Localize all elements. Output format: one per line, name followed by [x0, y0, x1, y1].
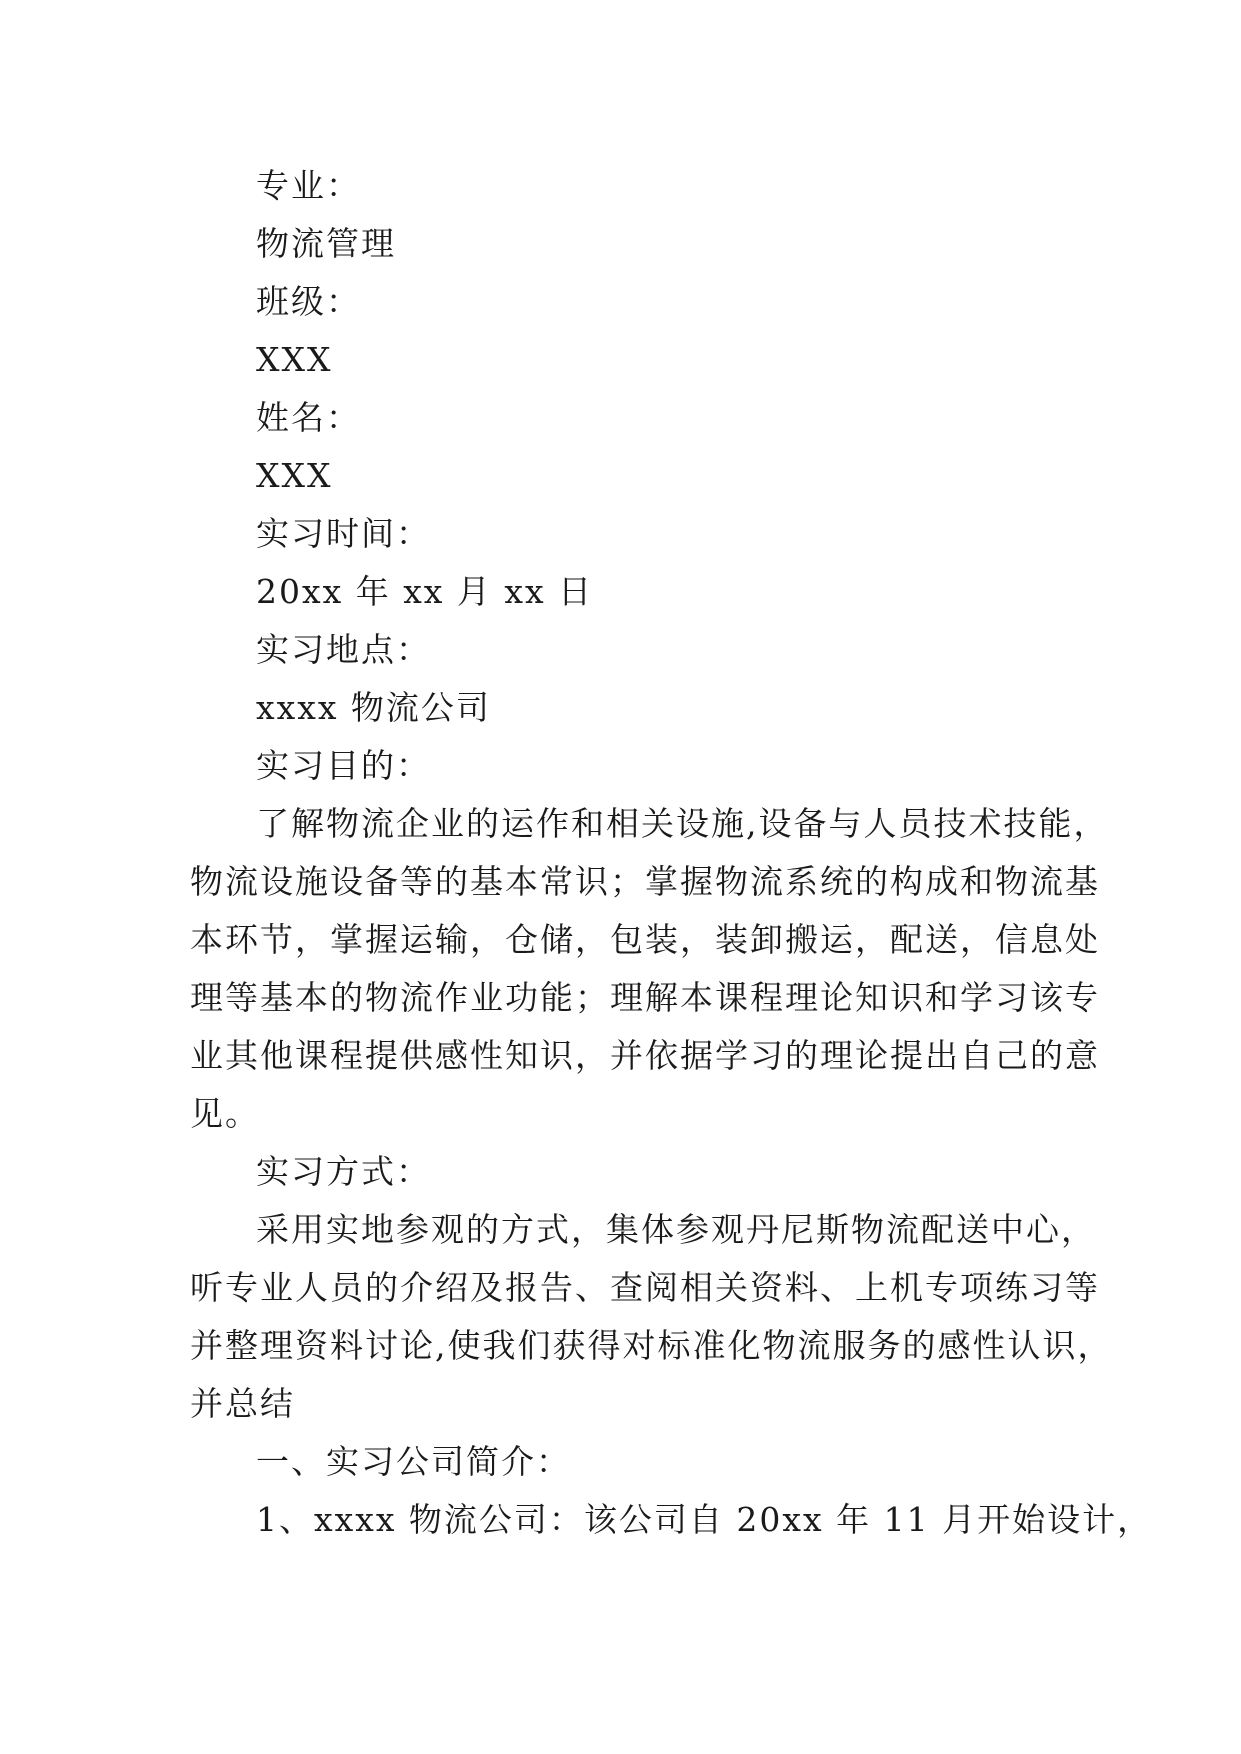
field-label-name: 姓名：: [256, 398, 361, 437]
method-heading: 实习方式：: [256, 1152, 431, 1191]
field-value-class: XXX: [256, 340, 333, 379]
field-label-time: 实习时间：: [256, 514, 431, 553]
paragraph-line: 听专业人员的介绍及报告、查阅相关资料、上机专项练习等: [190, 1268, 1100, 1307]
paragraph-line: 了解物流企业的运作和相关设施,设备与人员技术技能，: [256, 804, 1109, 843]
section-heading-company-intro: 一、实习公司简介：: [256, 1442, 571, 1481]
paragraph-line: 并整理资料讨论,使我们获得对标准化物流服务的感性认识，: [190, 1326, 1113, 1365]
method-paragraph: [190, 1210, 1113, 1442]
field-label-class: 班级：: [256, 282, 361, 321]
field-value-location: xxxx 物流公司: [256, 688, 491, 727]
paragraph-line: 业其他课程提供感性知识，并依据学习的理论提出自己的意: [190, 1036, 1100, 1075]
paragraph-line: 理等基本的物流作业功能；理解本课程理论知识和学习该专: [190, 978, 1100, 1017]
field-label-major: 专业：: [256, 166, 361, 205]
purpose-heading: 实习目的：: [256, 746, 431, 785]
field-value-name: XXX: [256, 456, 333, 495]
field-label-location: 实习地点：: [256, 630, 431, 669]
paragraph-line: 本环节，掌握运输，仓储，包装，装卸搬运，配送，信息处: [190, 920, 1100, 959]
company-intro-line: 1、xxxx 物流公司：该公司自 20xx 年 11 月开始设计，: [256, 1500, 1153, 1539]
paragraph-line: 采用实地参观的方式，集体参观丹尼斯物流配送中心，: [256, 1210, 1096, 1249]
paragraph-line: 并总结: [190, 1384, 295, 1423]
purpose-paragraph: [190, 804, 1109, 1152]
paragraph-line: 见。: [190, 1094, 260, 1133]
field-value-time: 20xx 年 xx 月 xx 日: [256, 572, 594, 611]
paragraph-line: 物流设施设备等的基本常识；掌握物流系统的构成和物流基: [190, 862, 1100, 901]
field-value-major: 物流管理: [256, 224, 396, 263]
